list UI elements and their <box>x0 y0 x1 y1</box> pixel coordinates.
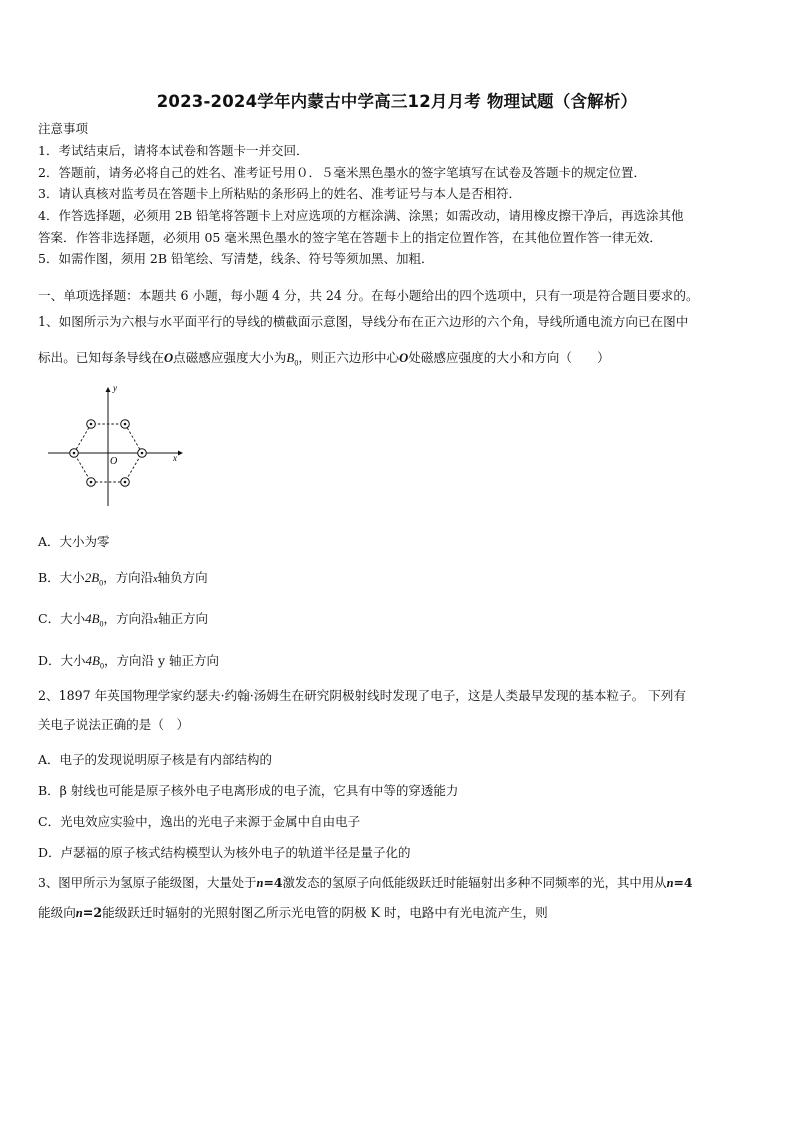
q3-stem-line2: 能级向n=2能级跃迁时辐射的光照射图乙所示光电管的阴极 K 时，电路中有光电流产生，则 <box>38 905 548 920</box>
page-title: 2023-2024学年内蒙古中学高三12月月考 物理试题（含解析） <box>156 92 638 111</box>
notice-item-4: 4．作答选择题，必须用 2B 铅笔将答题卡上对应选项的方框涂满、涂黑；如需改动，请用橡皮擦干净后，再选涂其他 <box>38 208 684 223</box>
q1-option-d[interactable]: D．大小$4B_0$，方向沿 y 轴正方向 <box>38 653 219 671</box>
notice-item-2: 2．答题前，请务必将自己的姓名、准考证号用０．５毫米黑色墨水的签字笔填写在试卷及答题卡的规定位置． <box>38 165 646 180</box>
q2-option-c[interactable]: C．光电效应实验中，逸出的光电子来源于金属中自由电子 <box>38 814 361 829</box>
q2-option-a[interactable]: A．电子的发现说明原子核是有内部结构的 <box>38 752 273 767</box>
q2-option-d[interactable]: D．卢瑟福的原子核式结构模型认为核外电子的轨道半径是量子化的 <box>38 845 411 860</box>
b0-symbol: $B_0$ <box>286 350 299 368</box>
notice-heading: 注意事项 <box>38 121 89 136</box>
origin-label: O <box>110 456 118 467</box>
q1-stem-line2 <box>38 350 610 372</box>
q1-option-c[interactable]: C．大小$4B_0$，方向沿x轴正方向 <box>38 611 209 629</box>
q2-stem-line1: 2、1897 年英国物理学家约瑟夫·约翰·汤姆生在研究阴极射线时发现了电子，这是人类最早发现的基本粒子。 下列有 <box>38 688 686 703</box>
q1-stem-line1: 1、如图所示为六根与水平面平行的导线的横截面示意图，导线分布在正六边形的六个角，导线所通电流方向已在图中 <box>38 314 689 329</box>
center-o-label: O <box>399 351 409 365</box>
notice-item-5: 5．如需作图，须用 2B 铅笔绘、写清楚，线条、符号等须加黑、加粗． <box>38 251 434 266</box>
q1-text-a: 标出。已知每条导线在 <box>38 350 164 365</box>
point-o-label: O <box>163 351 174 365</box>
q1-option-a[interactable]: A．大小为零 <box>38 534 110 549</box>
section-heading: 一、单项选择题：本题共 6 小题，每小题 4 分，共 24 分。在每小题给出的四个选项中，只有一项是符合题目要求的。 <box>38 288 699 303</box>
x-axis-label: x <box>173 453 177 463</box>
notice-item-1: 1．考试结束后，请将本试卷和答题卡一并交回． <box>38 143 309 158</box>
q1-text-d: 处磁感应强度的大小和方向（ ） <box>408 350 610 365</box>
q2-stem-line2: 关电子说法正确的是（ ） <box>38 717 190 732</box>
hexagon-wire-figure <box>44 378 194 513</box>
q1-text-c: ，则正六边形中心 <box>298 350 400 365</box>
q3-stem-line1: 3、图甲所示为氢原子能级图，大量处于n=4激发态的氢原子向低能级跃迁时能辐射出多种不同频率的光，其中用从n=4 <box>38 875 693 890</box>
x-axis-arrow <box>178 451 183 456</box>
q1-option-b[interactable]: B．大小$2B_0$，方向沿x轴负方向 <box>38 570 208 588</box>
notice-item-3: 3．请认真核对监考员在答题卡上所粘贴的条形码上的姓名、准考证号与本人是否相符． <box>38 186 521 201</box>
notice-item-4-cont: 答案．作答非选择题，必须用 05 毫米黑色墨水的签字笔在答题卡上的指定位置作答，在其他位置作答一律无效． <box>38 230 662 245</box>
q2-option-b[interactable]: B．β 射线也可能是原子核外电子电离形成的电子流，它具有中等的穿透能力 <box>38 783 459 798</box>
y-axis-arrow <box>106 387 111 392</box>
y-axis-label: y <box>113 383 117 393</box>
q1-text-b: 点磁感应强度大小为 <box>173 350 287 365</box>
